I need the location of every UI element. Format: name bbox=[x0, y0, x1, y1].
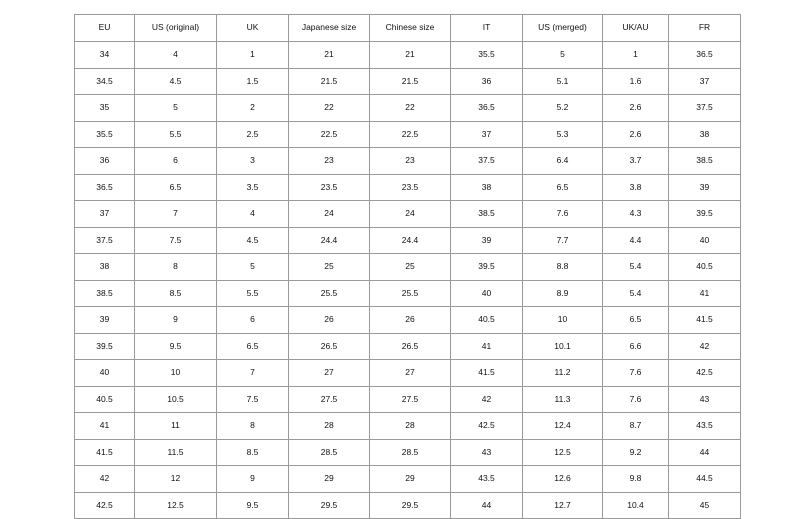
cell-fr: 39 bbox=[669, 174, 741, 201]
cell-us-original: 6.5 bbox=[135, 174, 217, 201]
cell-chinese-size: 28 bbox=[370, 413, 451, 440]
cell-eu: 37 bbox=[75, 201, 135, 228]
cell-fr: 37.5 bbox=[669, 95, 741, 122]
cell-uk: 8 bbox=[217, 413, 289, 440]
table-row bbox=[75, 174, 741, 201]
cell-us-original: 5.5 bbox=[135, 121, 217, 148]
cell-fr: 39.5 bbox=[669, 201, 741, 228]
cell-fr: 42 bbox=[669, 333, 741, 360]
cell-uk-au: 9.8 bbox=[603, 466, 669, 493]
cell-japanese-size: 28.5 bbox=[289, 439, 370, 466]
cell-uk: 1.5 bbox=[217, 68, 289, 95]
cell-us-original: 10.5 bbox=[135, 386, 217, 413]
cell-eu: 36 bbox=[75, 148, 135, 175]
table-row bbox=[75, 413, 741, 440]
table-header-row bbox=[75, 15, 741, 42]
cell-eu: 42 bbox=[75, 466, 135, 493]
cell-us-merged: 5 bbox=[523, 42, 603, 69]
cell-it: 42 bbox=[451, 386, 523, 413]
cell-us-merged: 6.5 bbox=[523, 174, 603, 201]
cell-eu: 37.5 bbox=[75, 227, 135, 254]
cell-chinese-size: 23.5 bbox=[370, 174, 451, 201]
cell-it: 37 bbox=[451, 121, 523, 148]
cell-us-merged: 11.2 bbox=[523, 360, 603, 387]
table-row bbox=[75, 439, 741, 466]
table-row bbox=[75, 42, 741, 69]
cell-japanese-size: 26 bbox=[289, 307, 370, 334]
cell-us-original: 5 bbox=[135, 95, 217, 122]
cell-fr: 44.5 bbox=[669, 466, 741, 493]
cell-us-merged: 5.3 bbox=[523, 121, 603, 148]
cell-it: 36.5 bbox=[451, 95, 523, 122]
cell-japanese-size: 21.5 bbox=[289, 68, 370, 95]
cell-us-original: 12 bbox=[135, 466, 217, 493]
cell-japanese-size: 22 bbox=[289, 95, 370, 122]
cell-fr: 43.5 bbox=[669, 413, 741, 440]
cell-chinese-size: 21 bbox=[370, 42, 451, 69]
cell-uk-au: 9.2 bbox=[603, 439, 669, 466]
cell-uk: 3.5 bbox=[217, 174, 289, 201]
table-row bbox=[75, 254, 741, 281]
size-conversion-table-container bbox=[74, 14, 720, 519]
cell-us-merged: 12.7 bbox=[523, 492, 603, 519]
cell-fr: 38 bbox=[669, 121, 741, 148]
cell-it: 44 bbox=[451, 492, 523, 519]
cell-eu: 41.5 bbox=[75, 439, 135, 466]
cell-chinese-size: 28.5 bbox=[370, 439, 451, 466]
cell-us-merged: 12.4 bbox=[523, 413, 603, 440]
cell-chinese-size: 25.5 bbox=[370, 280, 451, 307]
cell-us-merged: 12.5 bbox=[523, 439, 603, 466]
table-row bbox=[75, 386, 741, 413]
cell-uk: 5.5 bbox=[217, 280, 289, 307]
table-row bbox=[75, 360, 741, 387]
table-row bbox=[75, 68, 741, 95]
cell-it: 35.5 bbox=[451, 42, 523, 69]
cell-fr: 40 bbox=[669, 227, 741, 254]
cell-japanese-size: 24.4 bbox=[289, 227, 370, 254]
cell-chinese-size: 22 bbox=[370, 95, 451, 122]
cell-eu: 42.5 bbox=[75, 492, 135, 519]
cell-us-merged: 10.1 bbox=[523, 333, 603, 360]
cell-us-original: 9.5 bbox=[135, 333, 217, 360]
cell-uk-au: 2.6 bbox=[603, 121, 669, 148]
cell-it: 43 bbox=[451, 439, 523, 466]
cell-japanese-size: 29.5 bbox=[289, 492, 370, 519]
cell-uk-au: 1.6 bbox=[603, 68, 669, 95]
cell-chinese-size: 25 bbox=[370, 254, 451, 281]
cell-it: 38 bbox=[451, 174, 523, 201]
cell-chinese-size: 27.5 bbox=[370, 386, 451, 413]
cell-it: 38.5 bbox=[451, 201, 523, 228]
cell-fr: 44 bbox=[669, 439, 741, 466]
table-row bbox=[75, 280, 741, 307]
cell-us-merged: 8.9 bbox=[523, 280, 603, 307]
cell-eu: 34 bbox=[75, 42, 135, 69]
cell-uk: 6.5 bbox=[217, 333, 289, 360]
cell-uk: 7.5 bbox=[217, 386, 289, 413]
table-row bbox=[75, 201, 741, 228]
cell-eu: 41 bbox=[75, 413, 135, 440]
cell-uk: 7 bbox=[217, 360, 289, 387]
size-conversion-table bbox=[74, 14, 741, 519]
table-row bbox=[75, 95, 741, 122]
cell-it: 39.5 bbox=[451, 254, 523, 281]
cell-uk-au: 7.6 bbox=[603, 360, 669, 387]
cell-chinese-size: 27 bbox=[370, 360, 451, 387]
cell-chinese-size: 24 bbox=[370, 201, 451, 228]
cell-us-original: 7 bbox=[135, 201, 217, 228]
column-header-it: IT bbox=[451, 15, 523, 42]
cell-fr: 38.5 bbox=[669, 148, 741, 175]
cell-it: 36 bbox=[451, 68, 523, 95]
cell-japanese-size: 27.5 bbox=[289, 386, 370, 413]
cell-us-merged: 7.6 bbox=[523, 201, 603, 228]
cell-japanese-size: 22.5 bbox=[289, 121, 370, 148]
cell-uk-au: 8.7 bbox=[603, 413, 669, 440]
cell-fr: 41.5 bbox=[669, 307, 741, 334]
cell-uk-au: 4.3 bbox=[603, 201, 669, 228]
cell-uk-au: 6.5 bbox=[603, 307, 669, 334]
table-row bbox=[75, 466, 741, 493]
cell-it: 43.5 bbox=[451, 466, 523, 493]
cell-us-merged: 5.2 bbox=[523, 95, 603, 122]
cell-chinese-size: 21.5 bbox=[370, 68, 451, 95]
column-header-uk: UK bbox=[217, 15, 289, 42]
cell-japanese-size: 28 bbox=[289, 413, 370, 440]
cell-us-merged: 6.4 bbox=[523, 148, 603, 175]
cell-chinese-size: 26.5 bbox=[370, 333, 451, 360]
cell-us-original: 8 bbox=[135, 254, 217, 281]
cell-us-merged: 7.7 bbox=[523, 227, 603, 254]
cell-eu: 35 bbox=[75, 95, 135, 122]
cell-us-merged: 10 bbox=[523, 307, 603, 334]
cell-japanese-size: 27 bbox=[289, 360, 370, 387]
cell-eu: 38.5 bbox=[75, 280, 135, 307]
cell-chinese-size: 24.4 bbox=[370, 227, 451, 254]
table-row bbox=[75, 307, 741, 334]
cell-us-original: 10 bbox=[135, 360, 217, 387]
cell-it: 42.5 bbox=[451, 413, 523, 440]
cell-japanese-size: 21 bbox=[289, 42, 370, 69]
cell-us-merged: 12.6 bbox=[523, 466, 603, 493]
cell-it: 41 bbox=[451, 333, 523, 360]
cell-uk-au: 3.7 bbox=[603, 148, 669, 175]
table-body bbox=[75, 42, 741, 519]
cell-uk: 1 bbox=[217, 42, 289, 69]
cell-fr: 40.5 bbox=[669, 254, 741, 281]
cell-japanese-size: 26.5 bbox=[289, 333, 370, 360]
cell-uk: 6 bbox=[217, 307, 289, 334]
cell-japanese-size: 29 bbox=[289, 466, 370, 493]
cell-us-original: 12.5 bbox=[135, 492, 217, 519]
cell-japanese-size: 25.5 bbox=[289, 280, 370, 307]
cell-eu: 40.5 bbox=[75, 386, 135, 413]
cell-us-original: 4.5 bbox=[135, 68, 217, 95]
cell-fr: 36.5 bbox=[669, 42, 741, 69]
cell-it: 39 bbox=[451, 227, 523, 254]
cell-uk: 2 bbox=[217, 95, 289, 122]
cell-it: 41.5 bbox=[451, 360, 523, 387]
cell-uk-au: 5.4 bbox=[603, 254, 669, 281]
cell-eu: 38 bbox=[75, 254, 135, 281]
cell-eu: 39.5 bbox=[75, 333, 135, 360]
cell-chinese-size: 23 bbox=[370, 148, 451, 175]
table-row bbox=[75, 121, 741, 148]
table-row bbox=[75, 227, 741, 254]
cell-us-original: 7.5 bbox=[135, 227, 217, 254]
table-row bbox=[75, 492, 741, 519]
cell-uk-au: 6.6 bbox=[603, 333, 669, 360]
cell-us-original: 9 bbox=[135, 307, 217, 334]
column-header-us-original: US (original) bbox=[135, 15, 217, 42]
cell-fr: 41 bbox=[669, 280, 741, 307]
cell-fr: 45 bbox=[669, 492, 741, 519]
cell-us-merged: 5.1 bbox=[523, 68, 603, 95]
table-row bbox=[75, 333, 741, 360]
column-header-chinese-size: Chinese size bbox=[370, 15, 451, 42]
cell-eu: 36.5 bbox=[75, 174, 135, 201]
cell-fr: 42.5 bbox=[669, 360, 741, 387]
cell-eu: 39 bbox=[75, 307, 135, 334]
cell-eu: 35.5 bbox=[75, 121, 135, 148]
table-row bbox=[75, 148, 741, 175]
cell-uk-au: 10.4 bbox=[603, 492, 669, 519]
cell-us-merged: 8.8 bbox=[523, 254, 603, 281]
cell-eu: 40 bbox=[75, 360, 135, 387]
cell-uk: 5 bbox=[217, 254, 289, 281]
cell-japanese-size: 23 bbox=[289, 148, 370, 175]
cell-uk-au: 3.8 bbox=[603, 174, 669, 201]
cell-uk-au: 2.6 bbox=[603, 95, 669, 122]
cell-japanese-size: 23.5 bbox=[289, 174, 370, 201]
cell-us-original: 11 bbox=[135, 413, 217, 440]
column-header-eu: EU bbox=[75, 15, 135, 42]
column-header-fr: FR bbox=[669, 15, 741, 42]
table-header bbox=[75, 15, 741, 42]
cell-japanese-size: 25 bbox=[289, 254, 370, 281]
cell-it: 37.5 bbox=[451, 148, 523, 175]
cell-it: 40 bbox=[451, 280, 523, 307]
cell-us-original: 11.5 bbox=[135, 439, 217, 466]
cell-uk: 8.5 bbox=[217, 439, 289, 466]
cell-uk: 9 bbox=[217, 466, 289, 493]
cell-uk: 4.5 bbox=[217, 227, 289, 254]
cell-uk: 9.5 bbox=[217, 492, 289, 519]
column-header-uk-au: UK/AU bbox=[603, 15, 669, 42]
cell-uk-au: 4.4 bbox=[603, 227, 669, 254]
cell-chinese-size: 26 bbox=[370, 307, 451, 334]
cell-us-original: 6 bbox=[135, 148, 217, 175]
cell-uk-au: 1 bbox=[603, 42, 669, 69]
cell-fr: 43 bbox=[669, 386, 741, 413]
cell-us-original: 4 bbox=[135, 42, 217, 69]
cell-uk: 3 bbox=[217, 148, 289, 175]
cell-chinese-size: 29.5 bbox=[370, 492, 451, 519]
cell-us-original: 8.5 bbox=[135, 280, 217, 307]
cell-us-merged: 11.3 bbox=[523, 386, 603, 413]
column-header-us-merged: US (merged) bbox=[523, 15, 603, 42]
cell-it: 40.5 bbox=[451, 307, 523, 334]
cell-chinese-size: 22.5 bbox=[370, 121, 451, 148]
cell-uk: 4 bbox=[217, 201, 289, 228]
cell-eu: 34.5 bbox=[75, 68, 135, 95]
cell-chinese-size: 29 bbox=[370, 466, 451, 493]
cell-uk: 2.5 bbox=[217, 121, 289, 148]
cell-fr: 37 bbox=[669, 68, 741, 95]
cell-uk-au: 5.4 bbox=[603, 280, 669, 307]
cell-uk-au: 7.6 bbox=[603, 386, 669, 413]
cell-japanese-size: 24 bbox=[289, 201, 370, 228]
column-header-japanese-size: Japanese size bbox=[289, 15, 370, 42]
